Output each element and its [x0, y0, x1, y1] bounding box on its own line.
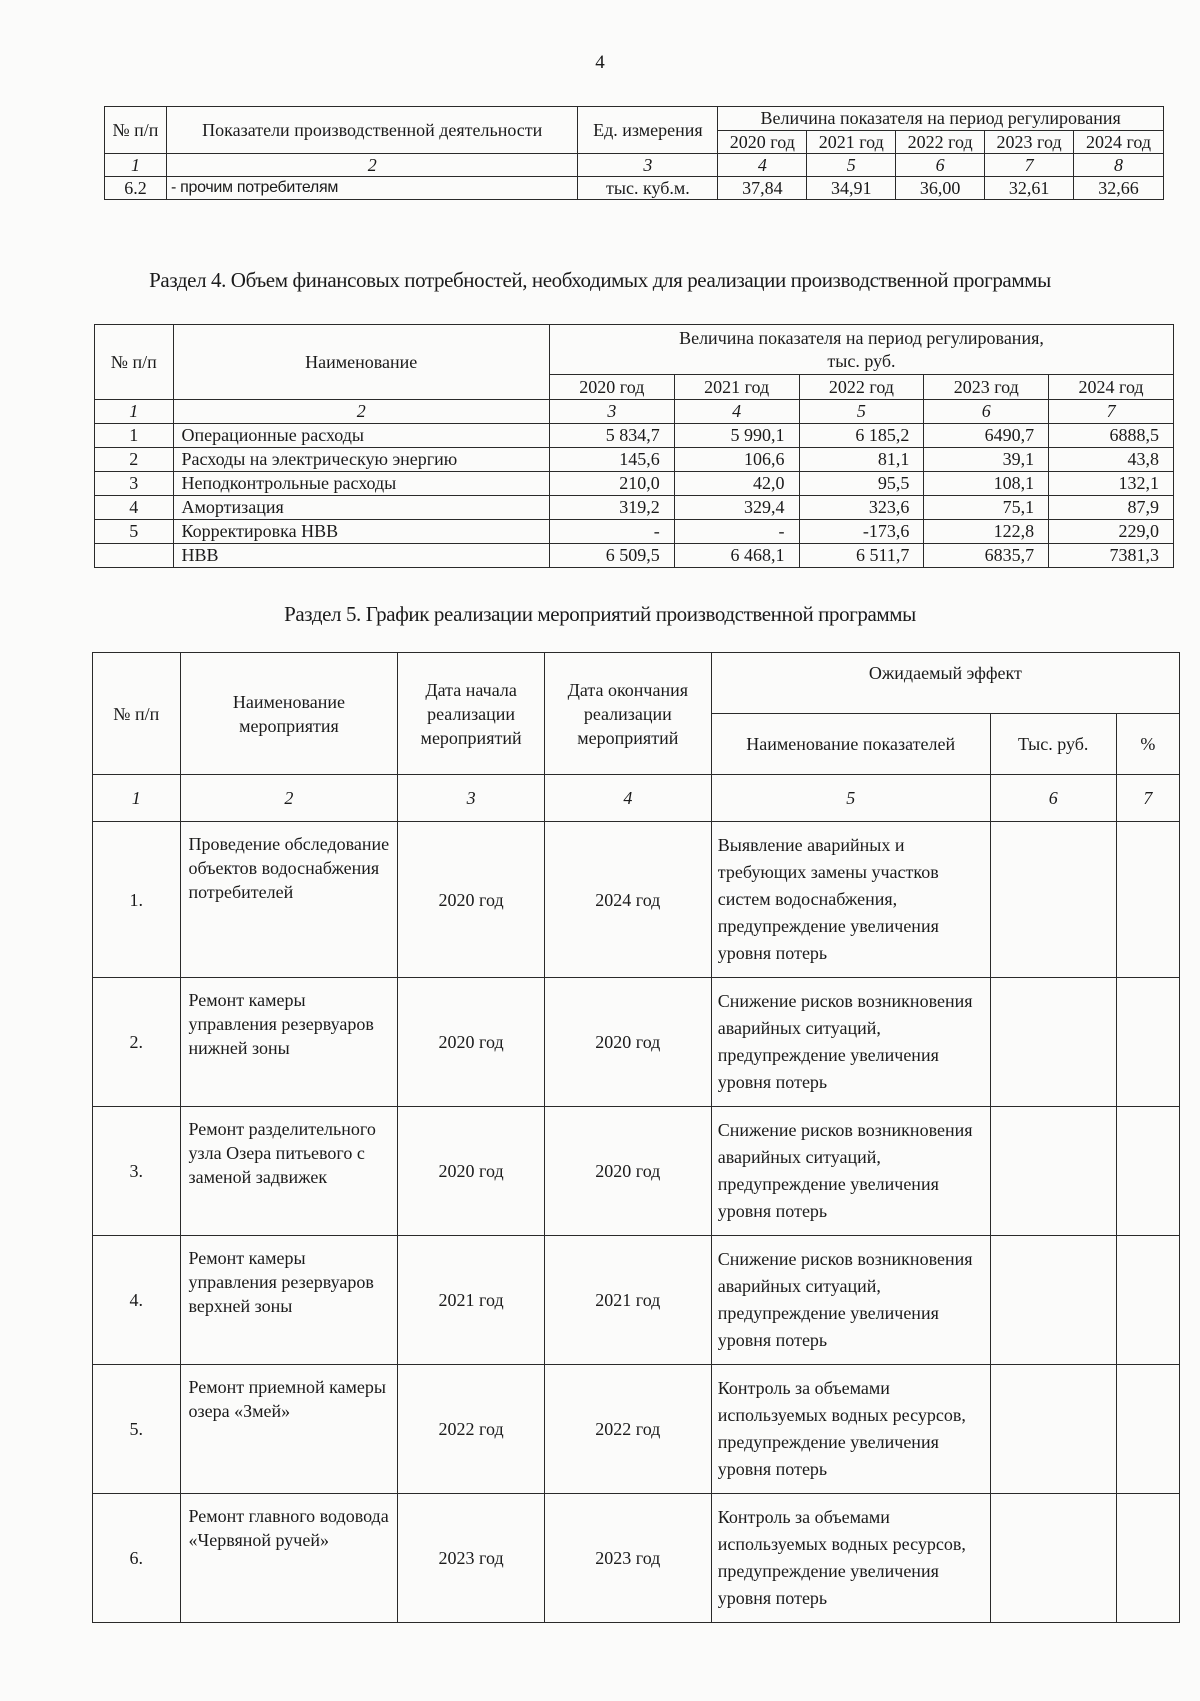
- row-num: 3.: [93, 1107, 181, 1236]
- row-start: 2021 год: [398, 1236, 545, 1365]
- row-name: НВВ: [173, 544, 549, 568]
- row-value: 210,0: [549, 472, 674, 496]
- table-row: [93, 1236, 1180, 1365]
- measures-schedule-table: [92, 652, 1180, 1623]
- row-name: Неподконтрольные расходы: [173, 472, 549, 496]
- row-num: 1.: [93, 822, 181, 978]
- col-number: 4: [718, 154, 807, 177]
- col-number: 5: [799, 400, 924, 424]
- row-end: 2023 год: [544, 1494, 711, 1623]
- row-value: 108,1: [924, 472, 1049, 496]
- row-value: -: [674, 520, 799, 544]
- header-num: № п/п: [95, 325, 174, 400]
- header-effect-name: Наименование показателей: [711, 714, 990, 775]
- row-thous-rub: [990, 1107, 1116, 1236]
- table-row: [105, 177, 1164, 200]
- col-number: 3: [398, 775, 545, 822]
- row-num: 5.: [93, 1365, 181, 1494]
- column-number-row: [105, 154, 1164, 177]
- row-value: 7381,3: [1049, 544, 1174, 568]
- header-value-group-line2: тыс. руб.: [827, 350, 896, 371]
- row-end: 2020 год: [544, 1107, 711, 1236]
- header-value-group-line1: Величина показателя на период регулирования,: [679, 327, 1044, 348]
- row-value: 319,2: [549, 496, 674, 520]
- row-value: 323,6: [799, 496, 924, 520]
- header-num: № п/п: [93, 653, 181, 775]
- header-year: 2024 год: [1074, 130, 1164, 154]
- row-start: 2022 год: [398, 1365, 545, 1494]
- col-number: 1: [105, 154, 167, 177]
- col-number: 1: [93, 775, 181, 822]
- row-start: 2023 год: [398, 1494, 545, 1623]
- header-name: Наименование мероприятия: [180, 653, 398, 775]
- row-value: 106,6: [674, 448, 799, 472]
- row-value: 145,6: [549, 448, 674, 472]
- header-end: Дата окончания реализации мероприятий: [544, 653, 711, 775]
- table-row: [93, 1365, 1180, 1494]
- row-num: 2.: [93, 978, 181, 1107]
- row-percent: [1116, 1236, 1179, 1365]
- header-year: 2023 год: [985, 130, 1074, 154]
- row-end: 2022 год: [544, 1365, 711, 1494]
- row-start: 2020 год: [398, 822, 545, 978]
- row-value: 132,1: [1049, 472, 1174, 496]
- column-number-row: [93, 775, 1180, 822]
- row-thous-rub: [990, 1365, 1116, 1494]
- col-number: 6: [924, 400, 1049, 424]
- row-num: 4: [95, 496, 174, 520]
- row-value: 329,4: [674, 496, 799, 520]
- row-name: Операционные расходы: [173, 424, 549, 448]
- row-effect: Снижение рисков возникновения аварийных ситуаций, предупреждение увеличения уровня потерь: [711, 978, 990, 1107]
- col-number: 2: [173, 400, 549, 424]
- col-number: 2: [180, 775, 398, 822]
- table-row: [95, 448, 1174, 472]
- row-name: Ремонт камеры управления резервуаров верхней зоны: [180, 1236, 398, 1365]
- row-value: 95,5: [799, 472, 924, 496]
- col-number: 6: [990, 775, 1116, 822]
- row-value: 6 468,1: [674, 544, 799, 568]
- table-row: [95, 544, 1174, 568]
- row-value: 34,91: [807, 177, 896, 200]
- row-num: 4.: [93, 1236, 181, 1365]
- row-name: Ремонт главного водовода «Червяной ручей»: [180, 1494, 398, 1623]
- row-percent: [1116, 978, 1179, 1107]
- header-year: 2023 год: [924, 375, 1049, 400]
- production-indicators-table: [104, 106, 1164, 200]
- row-value: 75,1: [924, 496, 1049, 520]
- header-indicator: Показатели производственной деятельности: [166, 107, 578, 154]
- header-name: Наименование: [173, 325, 549, 400]
- row-value: 6835,7: [924, 544, 1049, 568]
- row-value: 32,66: [1074, 177, 1164, 200]
- section5-title: Раздел 5. График реализации мероприятий производственной программы: [284, 602, 916, 626]
- header-year: 2024 год: [1049, 375, 1174, 400]
- col-number: 3: [549, 400, 674, 424]
- row-percent: [1116, 1107, 1179, 1236]
- row-value: 6490,7: [924, 424, 1049, 448]
- header-effect: Ожидаемый эффект: [711, 653, 1179, 714]
- row-value: 122,8: [924, 520, 1049, 544]
- col-number: 3: [578, 154, 718, 177]
- col-number: 2: [166, 154, 578, 177]
- table-row: [95, 472, 1174, 496]
- row-name: Ремонт разделительного узла Озера питьевого с заменой задвижек: [180, 1107, 398, 1236]
- row-percent: [1116, 1494, 1179, 1623]
- col-number: 7: [1116, 775, 1179, 822]
- header-percent: %: [1116, 714, 1179, 775]
- row-num: 5: [95, 520, 174, 544]
- row-effect: Снижение рисков возникновения аварийных ситуаций, предупреждение увеличения уровня потерь: [711, 1236, 990, 1365]
- row-value: 5 990,1: [674, 424, 799, 448]
- row-value: 5 834,7: [549, 424, 674, 448]
- row-percent: [1116, 822, 1179, 978]
- row-thous-rub: [990, 978, 1116, 1107]
- row-num: 6.: [93, 1494, 181, 1623]
- column-number-row: [95, 400, 1174, 424]
- row-value: 6 511,7: [799, 544, 924, 568]
- row-num: 2: [95, 448, 174, 472]
- col-number: 7: [1049, 400, 1174, 424]
- row-name: Проведение обследование объектов водоснабжения потребителей: [180, 822, 398, 978]
- row-value: 42,0: [674, 472, 799, 496]
- row-value: -: [549, 520, 674, 544]
- header-year: 2020 год: [549, 375, 674, 400]
- row-value: 39,1: [924, 448, 1049, 472]
- table-row: [93, 1107, 1180, 1236]
- table-row: [95, 496, 1174, 520]
- row-value: 87,9: [1049, 496, 1174, 520]
- col-number: 4: [544, 775, 711, 822]
- row-name: Корректировка НВВ: [173, 520, 549, 544]
- row-effect: Контроль за объемами используемых водных ресурсов, предупреждение увеличения уровня потерь: [711, 1365, 990, 1494]
- row-name: Амортизация: [173, 496, 549, 520]
- row-num: 6.2: [105, 177, 167, 200]
- header-year: 2022 год: [896, 130, 985, 154]
- row-name: Ремонт приемной камеры озера «Змей»: [180, 1365, 398, 1494]
- row-value: -173,6: [799, 520, 924, 544]
- row-thous-rub: [990, 1236, 1116, 1365]
- header-unit: Ед. измерения: [578, 107, 718, 154]
- table-row: [93, 1494, 1180, 1623]
- row-value: 81,1: [799, 448, 924, 472]
- row-name: - прочим потребителям: [166, 177, 578, 200]
- row-value: 32,61: [985, 177, 1074, 200]
- header-value-group: [549, 325, 1173, 375]
- col-number: 6: [896, 154, 985, 177]
- row-thous-rub: [990, 1494, 1116, 1623]
- row-num: [95, 544, 174, 568]
- row-effect: Снижение рисков возникновения аварийных ситуаций, предупреждение увеличения уровня потерь: [711, 1107, 990, 1236]
- header-year: 2021 год: [674, 375, 799, 400]
- row-end: 2021 год: [544, 1236, 711, 1365]
- header-thous-rub: Тыс. руб.: [990, 714, 1116, 775]
- row-value: 43,8: [1049, 448, 1174, 472]
- row-value: 6 185,2: [799, 424, 924, 448]
- header-year: 2022 год: [799, 375, 924, 400]
- header-year: 2021 год: [807, 130, 896, 154]
- table-row: [93, 978, 1180, 1107]
- page-number: 4: [595, 52, 605, 73]
- header-year: 2020 год: [718, 130, 807, 154]
- col-number: 4: [674, 400, 799, 424]
- header-num: № п/п: [105, 107, 167, 154]
- row-start: 2020 год: [398, 978, 545, 1107]
- row-value: 36,00: [896, 177, 985, 200]
- header-start: Дата начала реализации мероприятий: [398, 653, 545, 775]
- row-num: 3: [95, 472, 174, 496]
- col-number: 8: [1074, 154, 1164, 177]
- row-value: 229,0: [1049, 520, 1174, 544]
- col-number: 5: [807, 154, 896, 177]
- row-end: 2024 год: [544, 822, 711, 978]
- row-effect: Контроль за объемами используемых водных ресурсов, предупреждение увеличения уровня потерь: [711, 1494, 990, 1623]
- row-effect: Выявление аварийных и требующих замены участков систем водоснабжения, предупреждение увеличения уровня потерь: [711, 822, 990, 978]
- row-num: 1: [95, 424, 174, 448]
- col-number: 5: [711, 775, 990, 822]
- row-end: 2020 год: [544, 978, 711, 1107]
- col-number: 1: [95, 400, 174, 424]
- table-row: [95, 520, 1174, 544]
- row-value: 6 509,5: [549, 544, 674, 568]
- col-number: 7: [985, 154, 1074, 177]
- table-row: [93, 822, 1180, 978]
- section4-title: Раздел 4. Объем финансовых потребностей, необходимых для реализации производственной программы: [149, 268, 1051, 292]
- table-row: [95, 424, 1174, 448]
- row-value: 6888,5: [1049, 424, 1174, 448]
- financial-needs-table: [94, 324, 1174, 568]
- row-thous-rub: [990, 822, 1116, 978]
- row-start: 2020 год: [398, 1107, 545, 1236]
- row-value: 37,84: [718, 177, 807, 200]
- header-value-group: Величина показателя на период регулирования: [718, 107, 1164, 131]
- row-name: Расходы на электрическую энергию: [173, 448, 549, 472]
- row-unit: тыс. куб.м.: [578, 177, 718, 200]
- row-name: Ремонт камеры управления резервуаров нижней зоны: [180, 978, 398, 1107]
- row-percent: [1116, 1365, 1179, 1494]
